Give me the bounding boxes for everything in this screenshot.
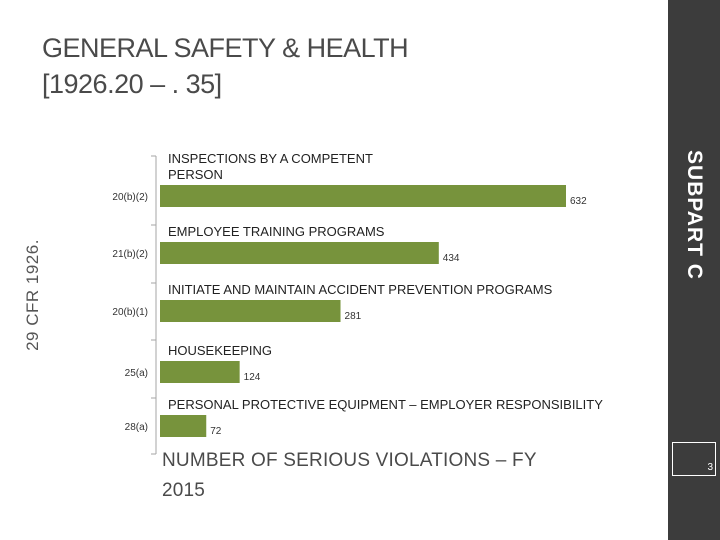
category-label: 20(b)(2) bbox=[112, 192, 148, 203]
bar-value-label: 281 bbox=[344, 311, 362, 322]
bar-description-label: EMPLOYEE TRAINING PROGRAMS bbox=[168, 224, 385, 239]
page-number: 3 bbox=[707, 462, 713, 473]
bar-value-label: 632 bbox=[570, 196, 587, 207]
page-number-box bbox=[672, 442, 716, 476]
bar bbox=[160, 242, 439, 264]
x-axis-title: NUMBER OF SERIOUS VIOLATIONS – FY 2015 bbox=[162, 450, 537, 501]
bar-value-label: 124 bbox=[243, 372, 261, 383]
bar-description-label: PERSON bbox=[168, 167, 223, 182]
slide-title-line2: [1926.20 – . 35] bbox=[42, 69, 222, 99]
category-label: 20(b)(1) bbox=[112, 307, 148, 318]
category-label: 25(a) bbox=[124, 368, 148, 379]
y-axis-title: 29 CFR 1926. bbox=[23, 239, 42, 351]
bar-value-label: 434 bbox=[442, 253, 460, 264]
subpart-label-container bbox=[668, 140, 720, 290]
category-label: 21(b)(2) bbox=[112, 249, 148, 260]
subpart-label: SUBPART C bbox=[683, 150, 707, 280]
slide-title-line1: GENERAL SAFETY & HEALTH bbox=[42, 33, 409, 63]
bar bbox=[160, 185, 566, 207]
bar-description-label: INSPECTIONS BY A COMPETENT bbox=[168, 151, 373, 166]
bar-description-label: PERSONAL PROTECTIVE EQUIPMENT – EMPLOYER RESPONSIBILITY bbox=[168, 397, 603, 412]
bar bbox=[160, 361, 240, 383]
bar-description-label: HOUSEKEEPING bbox=[168, 343, 273, 358]
bar-description-label: INITIATE AND MAINTAIN ACCIDENT PREVENTION PROGRAMS bbox=[168, 282, 553, 297]
category-label: 28(a) bbox=[124, 422, 148, 433]
bar-value-label: 72 bbox=[210, 426, 222, 437]
bar bbox=[160, 300, 341, 322]
bar bbox=[160, 415, 206, 437]
